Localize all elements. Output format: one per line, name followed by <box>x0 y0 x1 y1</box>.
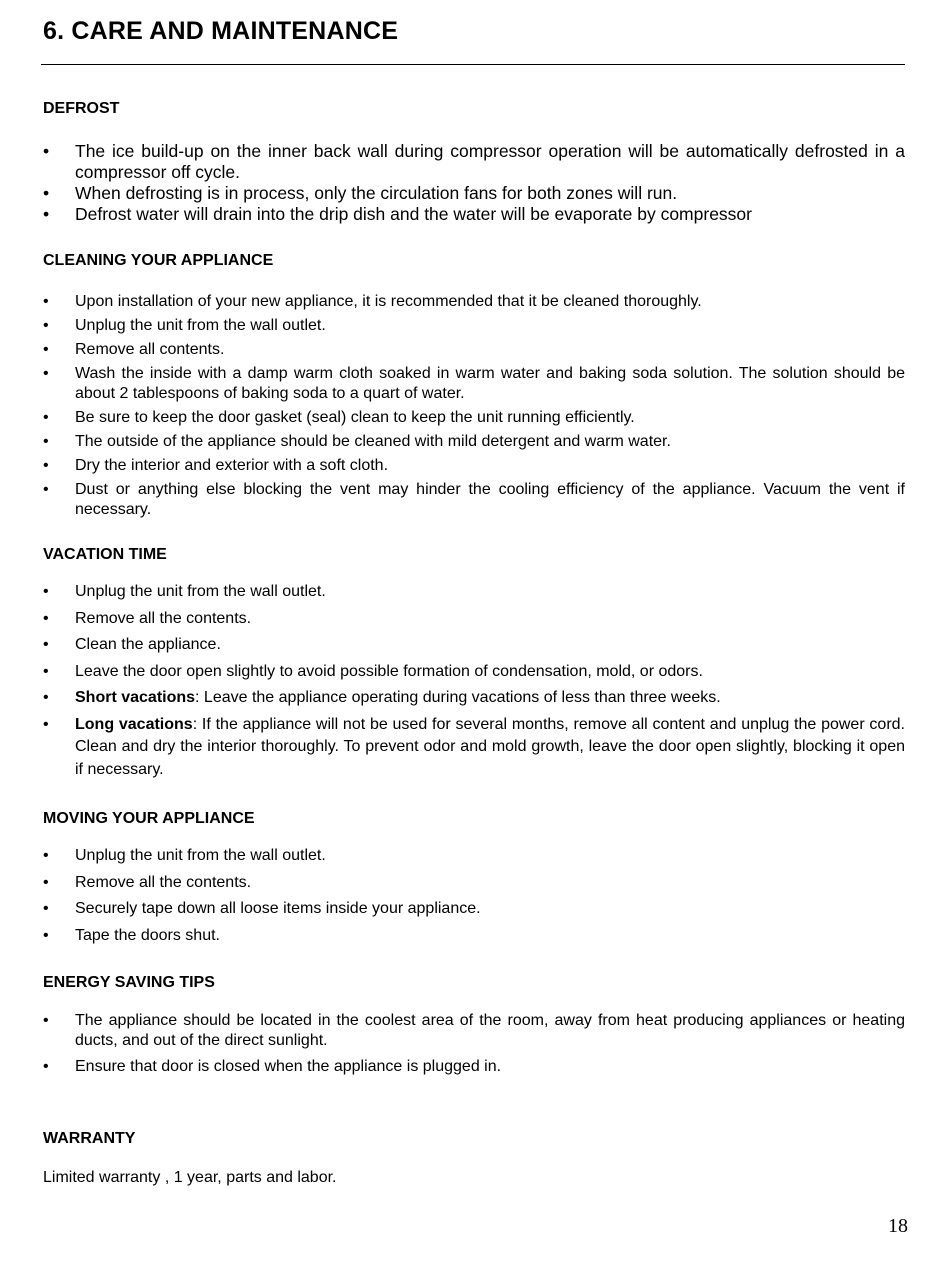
short-vacations-label: Short vacations <box>75 689 196 706</box>
bullet-icon: • <box>43 873 49 891</box>
list-item <box>43 1057 905 1077</box>
list-item <box>43 925 905 948</box>
list-item-text: Wash the inside with a damp warm cloth soaked in warm water and baking soda solution. The solution should be about 2 tablespoons of baking soda to a quart of water. <box>75 365 905 402</box>
list-item <box>43 714 905 782</box>
list-item-text: Tape the doors shut. <box>75 926 220 944</box>
bullet-icon: • <box>43 341 49 359</box>
bullet-icon: • <box>43 204 50 224</box>
defrost-heading: DEFROST <box>43 100 120 117</box>
list-item <box>43 634 905 657</box>
list-item-text: The appliance should be located in the coolest area of the room, away from heat producing appliances or heating ducts, and out of the direct sunlight. <box>75 1012 905 1049</box>
energy-list <box>43 1011 905 1084</box>
warranty-heading: WARRANTY <box>43 1130 136 1147</box>
list-item-text: Unplug the unit from the wall outlet. <box>75 847 326 864</box>
bullet-icon: • <box>43 689 49 706</box>
vacation-heading: VACATION TIME <box>43 546 167 563</box>
list-item-text: The outside of the appliance should be cleaned with mild detergent and warm water. <box>75 432 671 450</box>
bullet-icon: • <box>43 715 49 733</box>
list-item <box>43 204 905 225</box>
long-vacations-label: Long vacations <box>75 715 193 733</box>
bullet-icon: • <box>43 457 49 475</box>
bullet-icon: • <box>43 1012 49 1029</box>
bullet-icon: • <box>43 481 49 499</box>
list-item-text: Remove all the contents. <box>75 609 252 627</box>
bullet-icon: • <box>43 583 49 600</box>
list-item-text: The ice build-up on the inner back wall during compressor operation will be automatically defrosted in a compressor off cycle. <box>75 141 905 182</box>
list-item <box>43 872 905 895</box>
list-item-text: Dust or anything else blocking the vent may hinder the cooling efficiency of the appliance. Vacuum the vent if necessary. <box>75 481 905 518</box>
bullet-icon: • <box>43 365 49 383</box>
bullet-icon: • <box>43 432 49 450</box>
list-item-text: Leave the door open slightly to avoid possible formation of condensation, mold, or odors. <box>75 662 703 680</box>
list-item <box>43 183 905 204</box>
bullet-icon: • <box>43 900 49 917</box>
bullet-icon: • <box>43 662 49 680</box>
bullet-icon: • <box>43 1058 49 1075</box>
bullet-icon: • <box>43 141 50 161</box>
list-item-text: Dry the interior and exterior with a soft cloth. <box>75 457 389 475</box>
defrost-list <box>43 141 905 225</box>
list-item <box>43 316 905 336</box>
list-item <box>43 364 905 403</box>
list-item <box>43 608 905 631</box>
list-item <box>43 661 905 684</box>
list-item-text: Be sure to keep the door gasket (seal) clean to keep the unit running efficiently. <box>75 408 635 426</box>
page-title: 6. CARE AND MAINTENANCE <box>43 17 399 45</box>
list-item-text: When defrosting is in process, only the circulation fans for both zones will run. <box>75 183 678 203</box>
bullet-icon: • <box>43 317 49 335</box>
moving-heading: MOVING YOUR APPLIANCE <box>43 810 255 827</box>
bullet-icon: • <box>43 926 49 944</box>
page-number: 18 <box>888 1215 908 1237</box>
list-item <box>43 845 905 868</box>
short-vacations-text: : Leave the appliance operating during vacations of less than three weeks. <box>195 689 721 706</box>
cleaning-list <box>43 292 905 524</box>
list-item-text: Defrost water will drain into the drip dish and the water will be evaporate by compressor <box>75 204 752 224</box>
list-item <box>43 340 905 360</box>
list-item-text: Remove all contents. <box>75 341 225 359</box>
list-item <box>43 687 905 710</box>
title-divider <box>41 64 905 65</box>
cleaning-heading: CLEANING YOUR APPLIANCE <box>43 252 274 269</box>
list-item <box>43 141 905 183</box>
list-item <box>43 1011 905 1050</box>
list-item <box>43 456 905 476</box>
list-item-text: Securely tape down all loose items inside your appliance. <box>75 900 481 917</box>
bullet-icon: • <box>43 183 50 203</box>
bullet-icon: • <box>43 408 49 426</box>
list-item-text: Clean the appliance. <box>75 636 221 653</box>
long-vacations-text: : If the appliance will not be used for several months, remove all content and unplug the power cord. Clean and dry the interior thoroughly. To prevent odor and mold growth, leave the door open slightly, blocking it open if necessary. <box>75 715 906 778</box>
moving-list <box>43 845 905 951</box>
bullet-icon: • <box>43 847 49 864</box>
list-item-text: Unplug the unit from the wall outlet. <box>75 583 326 600</box>
list-item <box>43 432 905 452</box>
bullet-icon: • <box>43 636 49 653</box>
list-item <box>43 581 905 604</box>
list-item <box>43 898 905 921</box>
list-item-text: Unplug the unit from the wall outlet. <box>75 317 326 335</box>
energy-heading: ENERGY SAVING TIPS <box>43 974 215 991</box>
list-item <box>43 408 905 428</box>
list-item-text: Remove all the contents. <box>75 873 252 891</box>
vacation-list <box>43 581 905 785</box>
list-item <box>43 292 905 312</box>
bullet-icon: • <box>43 609 49 627</box>
list-item <box>43 480 905 519</box>
warranty-text: Limited warranty , 1 year, parts and labor. <box>43 1169 337 1186</box>
bullet-icon: • <box>43 293 49 310</box>
list-item-text: Ensure that door is closed when the appliance is plugged in. <box>75 1058 502 1075</box>
list-item-text: Upon installation of your new appliance, it is recommended that it be cleaned thoroughly. <box>75 293 702 310</box>
